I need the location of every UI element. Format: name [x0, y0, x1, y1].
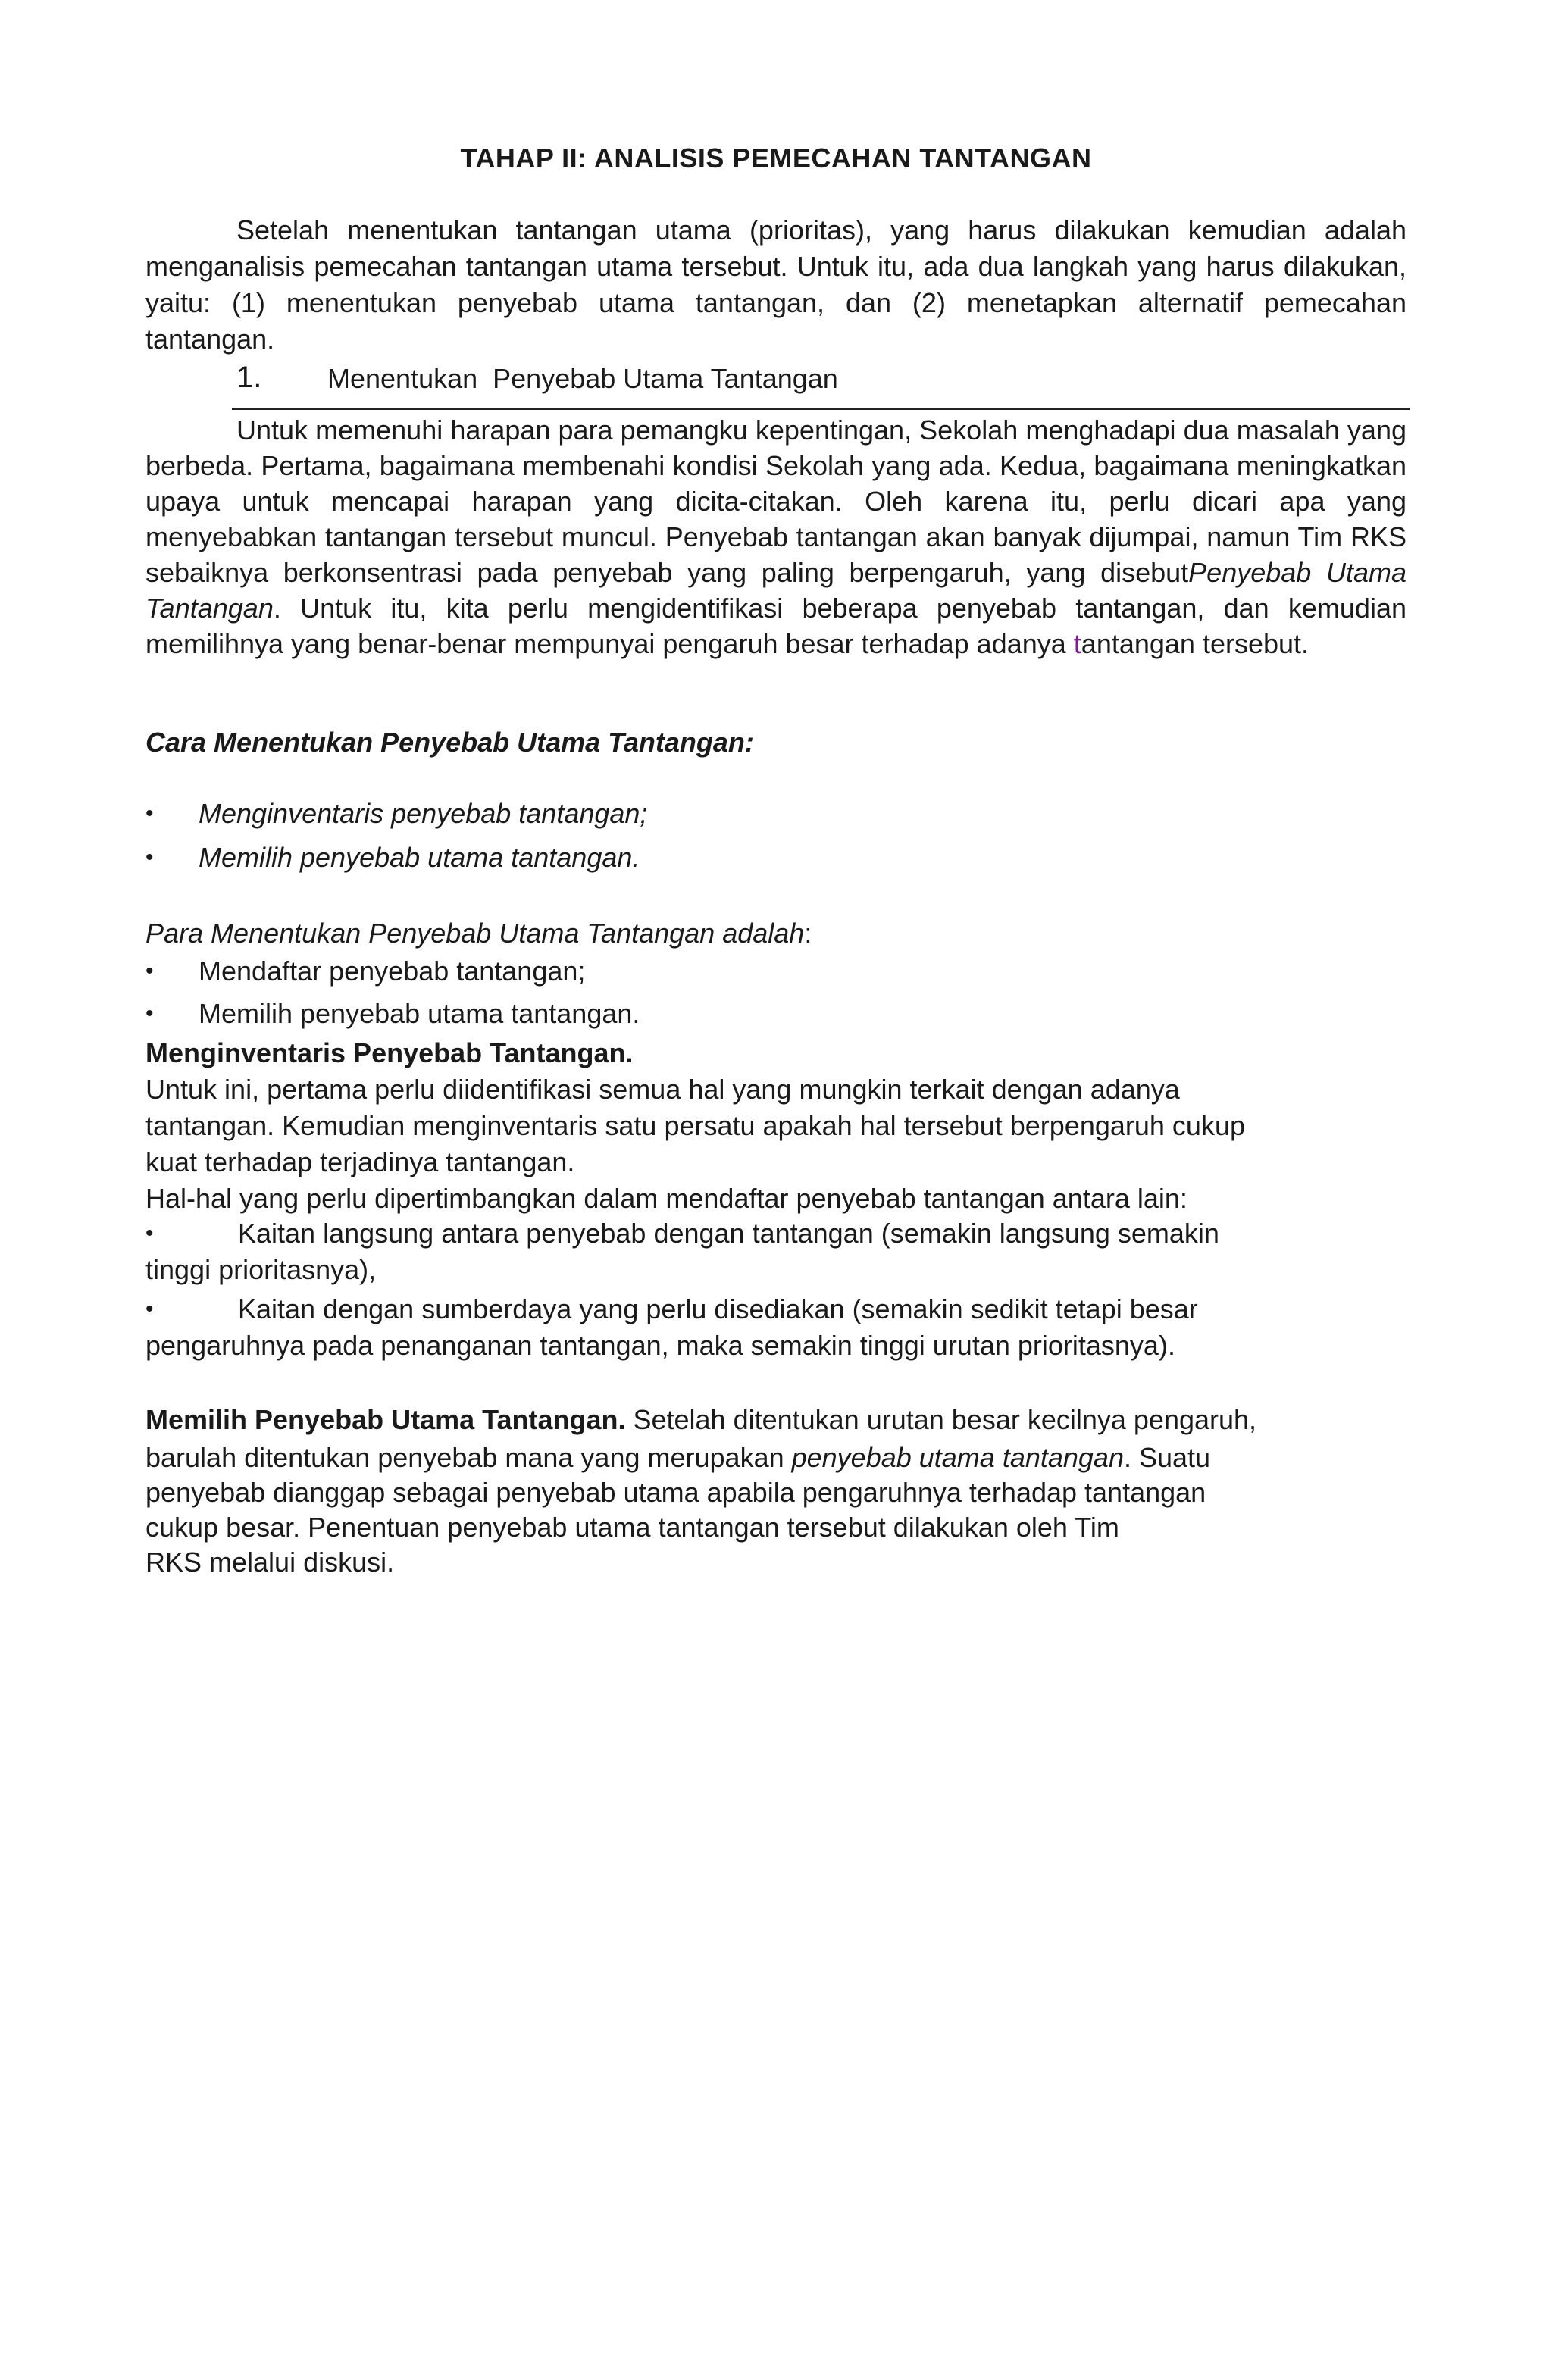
inventaris-line: Untuk ini, pertama perlu diidentifikasi semua hal yang mungkin terkait dengan adanya [146, 1074, 1180, 1105]
para-heading [146, 915, 812, 952]
bullet-icon: • [146, 1296, 154, 1321]
section1-highlight: t [1073, 628, 1081, 659]
section1-text-b: . Untuk itu, kita perlu mengidentifikasi beberapa penyebab tantangan, dan kemudian memilihnya yang benar-benar mempunyai pengaruh besar terhadap adanya [146, 593, 1406, 659]
memilih-term: penyebab utama tantangan [791, 1442, 1124, 1473]
inventaris-line: Hal-hal yang perlu dipertimbangkan dalam mendaftar penyebab tantangan antara lain: [146, 1183, 1187, 1214]
memilih-line: RKS melalui diskusi. [146, 1547, 395, 1578]
section1-text-c: antangan tersebut. [1081, 628, 1310, 659]
memilih-text: barulah ditentukan penyebab mana yang merupakan [146, 1442, 792, 1473]
bullet-icon: • [146, 959, 154, 984]
cara-item-text: Menginventaris penyebab tantangan; [199, 798, 648, 829]
inventaris-line: kuat terhadap terjadinya tantangan. [146, 1146, 575, 1177]
intro-text: Setelah menentukan tantangan utama (prioritas), yang harus dilakukan kemudian adalah menganalisis pemecahan tantangan utama tersebut. Untuk itu, ada dua langkah yang harus dilakukan, yaitu: (1) menentukan penyebab utama tantangan, dan (2) menetapkan alternatif pemecahan tantangan. [146, 214, 1406, 355]
section1-term: Penyebab Utama Tantangan [146, 557, 1406, 624]
section-heading: Menentukan Penyebab Utama Tantangan [327, 363, 838, 394]
para-item-text: Memilih penyebab utama tantangan. [199, 998, 640, 1029]
cara-item-text: Memilih penyebab utama tantangan. [199, 842, 640, 873]
memilih-line: penyebab dianggap sebagai penyebab utama apabila pengaruhnya terhadap tantangan [146, 1477, 1206, 1508]
page-title: TAHAP II: ANALISIS PEMECAHAN TANTANGAN [460, 142, 1092, 174]
intro-paragraph [146, 212, 1406, 358]
inventaris-heading: Menginventaris Penyebab Tantangan. [146, 1037, 634, 1068]
section-divider [232, 408, 1410, 410]
inventaris-item-text: Kaitan dengan sumberdaya yang perlu disediakan (semakin sedikit tetapi besar [238, 1293, 1198, 1324]
memilih-text: . Suatu [1123, 1442, 1211, 1473]
para-item-text: Mendaftar penyebab tantangan; [199, 955, 586, 987]
cara-heading: Cara Menentukan Penyebab Utama Tantangan: [146, 727, 754, 758]
inventaris-item-continuation: tinggi prioritasnya), [146, 1254, 377, 1285]
inventaris-line: tantangan. Kemudian menginventaris satu persatu apakah hal tersebut berpengaruh cukup [146, 1110, 1245, 1141]
para-heading-colon: : [804, 918, 812, 949]
inventaris-item-continuation: pengaruhnya pada penanganan tantangan, maka semakin tinggi urutan prioritasnya). [146, 1330, 1175, 1361]
para-heading-text: ara Menentukan Penyebab Utama Tantangan adalah [164, 918, 805, 949]
memilih-line: cukup besar. Penentuan penyebab utama tantangan tersebut dilakukan oleh Tim [146, 1512, 1119, 1543]
section1-paragraph [146, 412, 1406, 661]
inventaris-item-text: Kaitan langsung antara penyebab dengan tantangan (semakin langsung semakin [238, 1218, 1219, 1249]
bullet-icon: • [146, 1221, 154, 1246]
para-heading-initial: P [146, 918, 164, 949]
bullet-icon: • [146, 801, 154, 826]
section1-text-a: Untuk memenuhi harapan para pemangku kepentingan, Sekolah menghadapi dua masalah yang berbeda. Pertama, bagaimana membenahi kondisi Sekolah yang ada. Kedua, bagaimana meningkatkan upaya untuk mencapai harapan yang dicita-citakan. Oleh karena itu, perlu dicari apa yang menyebabkan tantangan tersebut muncul. Penyebab tantangan akan banyak dijumpai, namun Tim RKS sebaiknya berkonsentrasi pada penyebab yang paling berpengaruh, yang disebut [146, 414, 1406, 588]
memilih-line [146, 1402, 1256, 1438]
memilih-line [146, 1440, 1210, 1476]
memilih-heading: Memilih Penyebab Utama Tantangan. [146, 1404, 626, 1435]
section-number: 1. [236, 361, 262, 394]
bullet-icon: • [146, 845, 154, 870]
bullet-icon: • [146, 1001, 154, 1026]
memilih-text: Setelah ditentukan urutan besar kecilnya pengaruh, [625, 1404, 1257, 1435]
